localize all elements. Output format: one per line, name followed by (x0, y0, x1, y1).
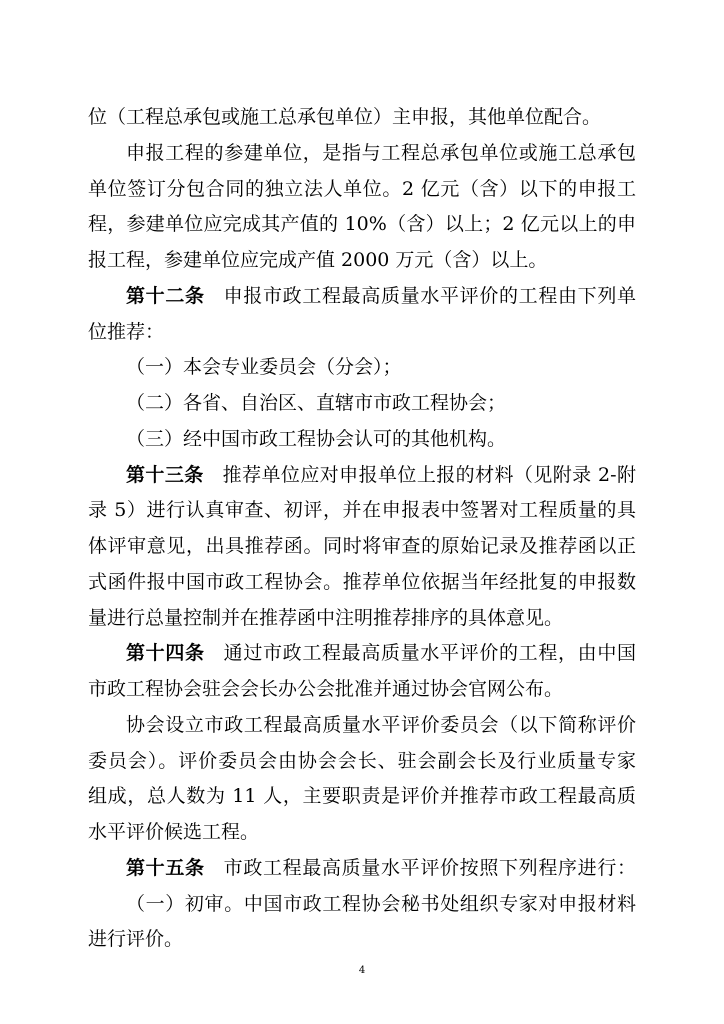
document-page (88, 100, 636, 958)
paragraph-line: 体评审意见，出具推荐函。同时将审查的原始记录及推荐函以正 (88, 535, 636, 557)
paragraph-line: （一）初审。中国市政工程协会秘书处组织专家对申报材料 (126, 892, 636, 915)
article-number: 第十三条 (126, 463, 204, 486)
list-item (88, 887, 636, 959)
paragraph-line: 协会设立市政工程最高质量水平评价委员会（以下简称评价 (126, 713, 636, 736)
paragraph-line (88, 636, 636, 672)
paragraph-text: 市政工程最高质量水平评价按照下列程序进行： (223, 856, 636, 879)
paragraph (88, 708, 636, 851)
paragraph-line (88, 851, 636, 887)
paragraph-line: 程，参建单位应完成其产值的 10%（含）以上；2 亿元以上的申 (88, 213, 636, 236)
list-item (88, 350, 636, 386)
paragraph-line: 市政工程协会驻会会长办公会批准并通过协会官网公布。 (88, 678, 564, 700)
paragraph-line: 委员会）。评价委员会由协会会长、驻会副会长及行业质量专家 (88, 749, 636, 772)
paragraph-line: 式函件报中国市政工程协会。推荐单位依据当年经批复的申报数 (88, 570, 636, 593)
paragraph-line: （二）各省、自治区、直辖市市政工程协会； (126, 392, 507, 414)
paragraph-line: （一）本会专业委员会（分会）； (126, 356, 402, 379)
paragraph-text: 通过市政工程最高质量水平评价的工程，由中国 (223, 642, 636, 665)
article-number: 第十四条 (126, 642, 205, 665)
paragraph-line: 申报工程的参建单位，是指与工程总承包单位或施工总承包 (126, 141, 636, 164)
paragraph-line: 组成，总人数为 11 人，主要职责是评价并推荐市政工程最高质 (88, 785, 636, 808)
list-item (88, 422, 636, 458)
paragraph-line: 报工程，参建单位应完成产值 2000 万元（含）以上。 (88, 249, 548, 271)
list-item (88, 386, 636, 422)
article-paragraph (88, 636, 636, 708)
paragraph-line: 单位签订分包合同的独立法人单位。2 亿元（含）以下的申报工 (88, 177, 636, 200)
paragraph-line: 进行评价。 (88, 928, 184, 951)
paragraph-line (88, 279, 636, 315)
article-number: 第十二条 (126, 284, 205, 307)
paragraph-line: 位推荐： (88, 320, 165, 343)
paragraph-text: 推荐单位应对申报单位上报的材料（见附录 2-附 (222, 463, 636, 486)
paragraph (88, 136, 636, 279)
article-paragraph (88, 851, 636, 887)
paragraph-line (88, 458, 636, 494)
paragraph-line: 录 5）进行认真审查、初评，并在申报表中签署对工程质量的具 (88, 499, 636, 522)
page-number: 4 (358, 965, 366, 976)
paragraph-line: 量进行总量控制并在推荐函中注明推荐排序的具体意见。 (88, 606, 564, 629)
paragraph-text: 申报市政工程最高质量水平评价的工程由下列单 (223, 284, 636, 307)
paragraph (88, 100, 636, 136)
article-paragraph (88, 458, 636, 637)
paragraph-line: 水平评价候选工程。 (88, 821, 260, 843)
article-number: 第十五条 (126, 856, 205, 879)
paragraph-line: 位（工程总承包或施工总承包单位）主申报，其他单位配合。 (88, 106, 602, 128)
article-paragraph (88, 279, 636, 351)
paragraph-line: （三）经中国市政工程协会认可的其他机构。 (126, 427, 507, 450)
